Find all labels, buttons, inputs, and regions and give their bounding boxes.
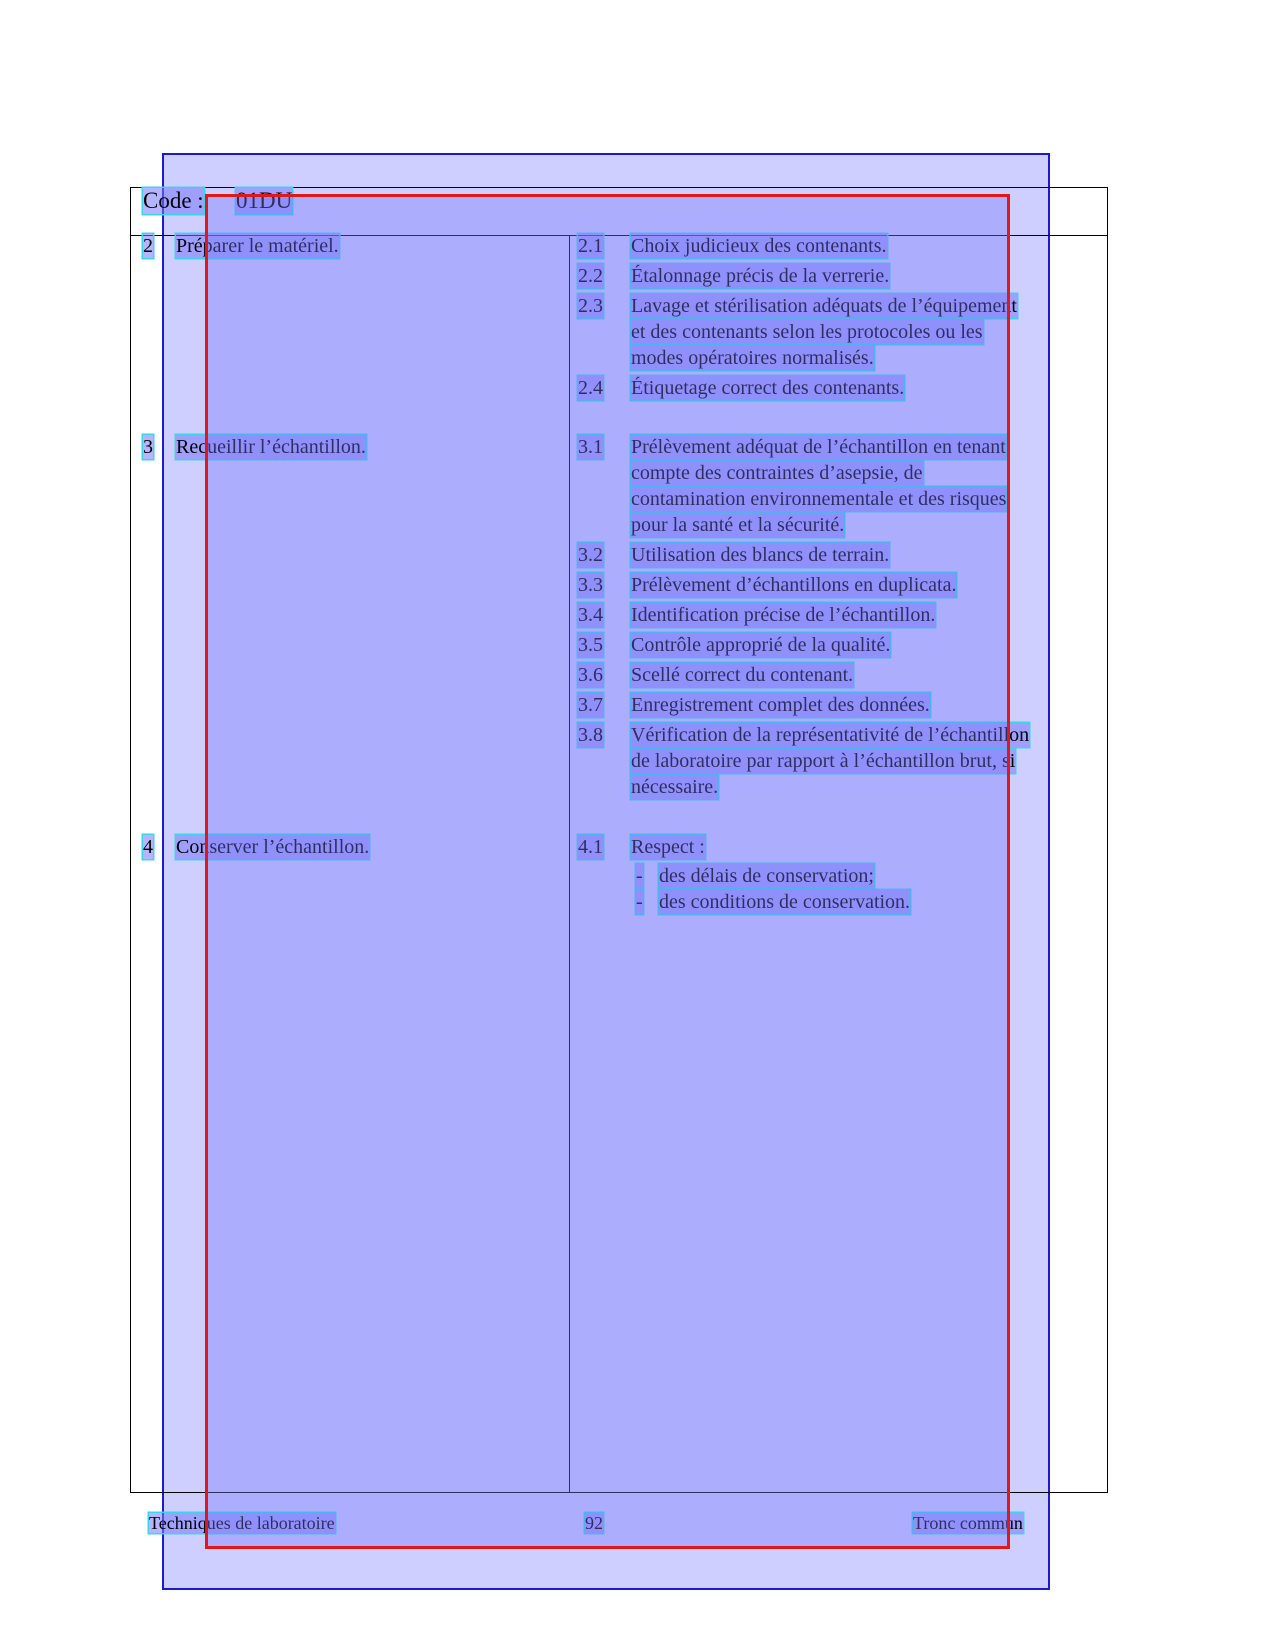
criterion-line: nécessaire. [631,776,719,798]
criterion-number: 3.2 [578,544,603,566]
criterion-number: 2.3 [578,295,603,317]
footer-left: Techniques de laboratoire [149,1513,335,1533]
criterion-number: 3.8 [578,724,603,746]
criterion-number: 3.1 [578,436,603,458]
criterion-line: Prélèvement adéquat de l’échantillon en tenant [631,436,1006,458]
criterion-line: Étiquetage correct des contenants. [631,377,905,399]
criterion-line: Respect : [631,836,705,858]
criterion-line: Identification précise de l’échantillon. [631,604,936,626]
criterion-number: 2.1 [578,235,603,257]
criterion-line: Étalonnage précis de la verrerie. [631,265,890,287]
bullet-text: des conditions de conservation. [659,891,911,913]
criterion-line: modes opératoires normalisés. [631,347,874,369]
criterion-line: et des contenants selon les protocoles ou les [631,321,983,343]
criterion-line: Lavage et stérilisation adéquats de l’équipement [631,295,1017,317]
element-title: Conserver l’échantillon. [176,836,370,858]
criterion-number: 3.7 [578,694,603,716]
criterion-number: 2.4 [578,377,603,399]
bullet-mark: - [636,891,643,913]
criterion-line: Enregistrement complet des données. [631,694,930,716]
bullet-text: des délais de conservation; [659,865,874,887]
element-number: 4 [143,836,153,858]
page-number: 92 [585,1513,603,1533]
annotation-inner-region [205,194,1010,1549]
element-title: Recueillir l’échantillon. [176,436,366,458]
criterion-number: 3.4 [578,604,603,626]
criterion-number: 4.1 [578,836,603,858]
criterion-line: Vérification de la représentativité de l’échantillon [631,724,1030,746]
footer-right: Tronc commun [913,1513,1023,1533]
criterion-line: contamination environnementale et des risques [631,488,1007,510]
criterion-number: 3.5 [578,634,603,656]
criterion-line: Prélèvement d’échantillons en duplicata. [631,574,957,596]
code-label: Code : [143,188,204,213]
element-number: 2 [143,235,153,257]
criterion-line: pour la santé et la sécurité. [631,514,845,536]
element-title: Préparer le matériel. [176,235,339,257]
criterion-line: Choix judicieux des contenants. [631,235,887,257]
criterion-line: Contrôle approprié de la qualité. [631,634,891,656]
bullet-mark: - [636,865,643,887]
criterion-line: compte des contraintes d’asepsie, de [631,462,923,484]
code-value: 01DU [236,188,293,213]
criterion-number: 2.2 [578,265,603,287]
criterion-line: Utilisation des blancs de terrain. [631,544,890,566]
criterion-line: Scellé correct du contenant. [631,664,854,686]
criterion-line: de laboratoire par rapport à l’échantillon brut, si [631,750,1016,772]
element-number: 3 [143,436,153,458]
criterion-number: 3.3 [578,574,603,596]
criterion-number: 3.6 [578,664,603,686]
